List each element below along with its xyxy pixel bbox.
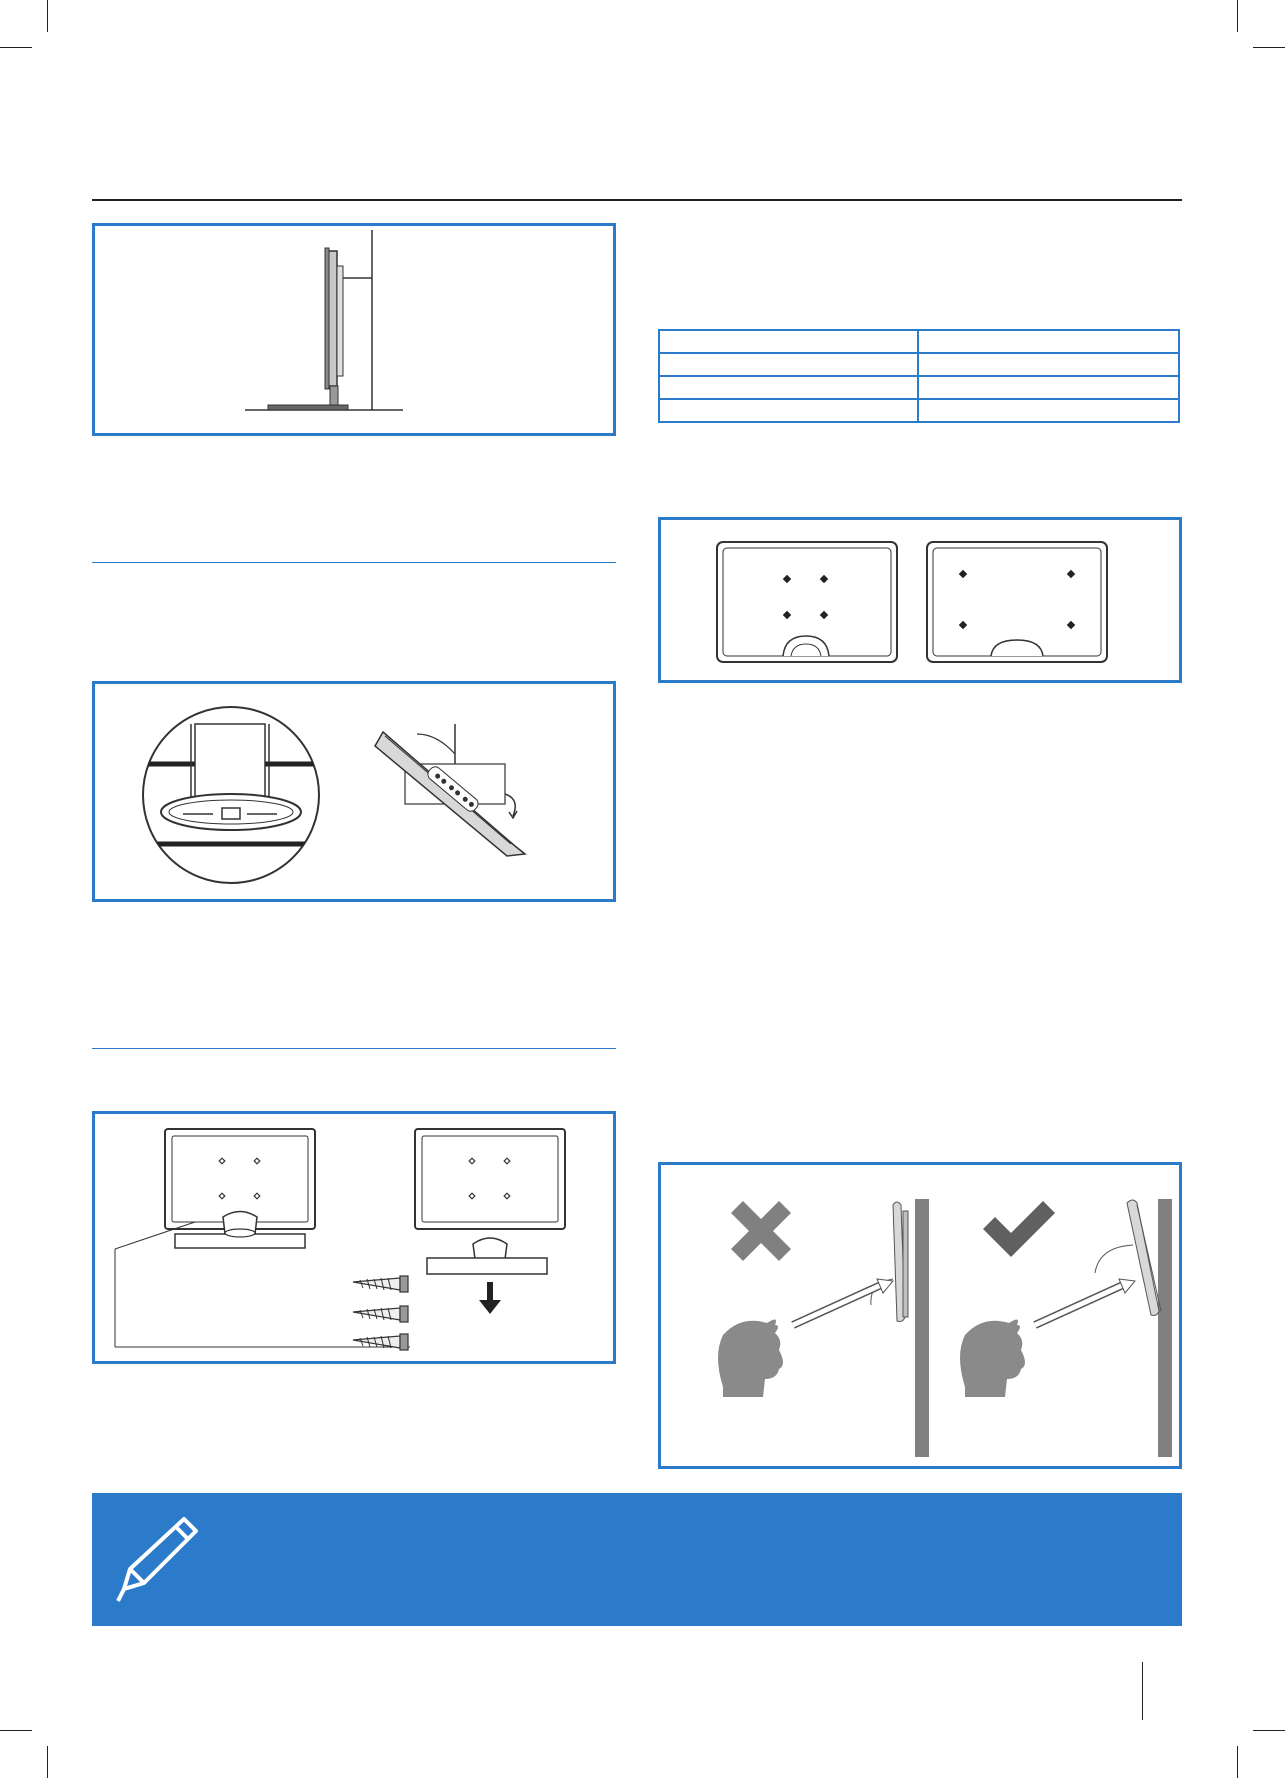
table-cell [659,330,918,353]
figure-swivel-tilt [92,681,616,902]
viewing-angle-diagram [661,1165,1179,1466]
figure-stand-removal [92,1111,616,1364]
spec-table [658,329,1180,423]
figure-tv-side-view [92,223,616,436]
table-cell [659,376,918,399]
crop-mark [47,1746,48,1778]
tv-side-view-icon [95,226,613,433]
table-cell [918,353,1179,376]
pencil-icon [114,1511,204,1611]
table-row [659,399,1179,422]
crop-mark [1253,1730,1285,1731]
check-icon [983,1201,1055,1257]
crop-mark [1237,0,1238,32]
table-cell [918,376,1179,399]
section-divider [92,1048,616,1049]
figure-vesa-patterns [658,517,1182,683]
figure-viewing-angle [658,1162,1182,1469]
crop-mark [0,1730,32,1731]
section-divider [92,562,616,563]
note-banner [92,1493,1182,1626]
crop-mark [1253,47,1285,48]
table-cell [918,399,1179,422]
table-row [659,353,1179,376]
stand-removal-diagram-icon [95,1114,613,1361]
table-cell [918,330,1179,353]
crop-mark [47,0,48,32]
page-number-rule [1142,1662,1143,1720]
crop-mark [0,47,32,48]
cross-icon [731,1201,791,1261]
table-row [659,330,1179,353]
vesa-hole-pattern-icon [661,520,1179,680]
table-cell [659,399,918,422]
table-cell [659,353,918,376]
table-row [659,376,1179,399]
crop-mark [1237,1746,1238,1778]
swivel-tilt-diagram-icon [95,684,613,899]
header-rule [92,199,1182,201]
